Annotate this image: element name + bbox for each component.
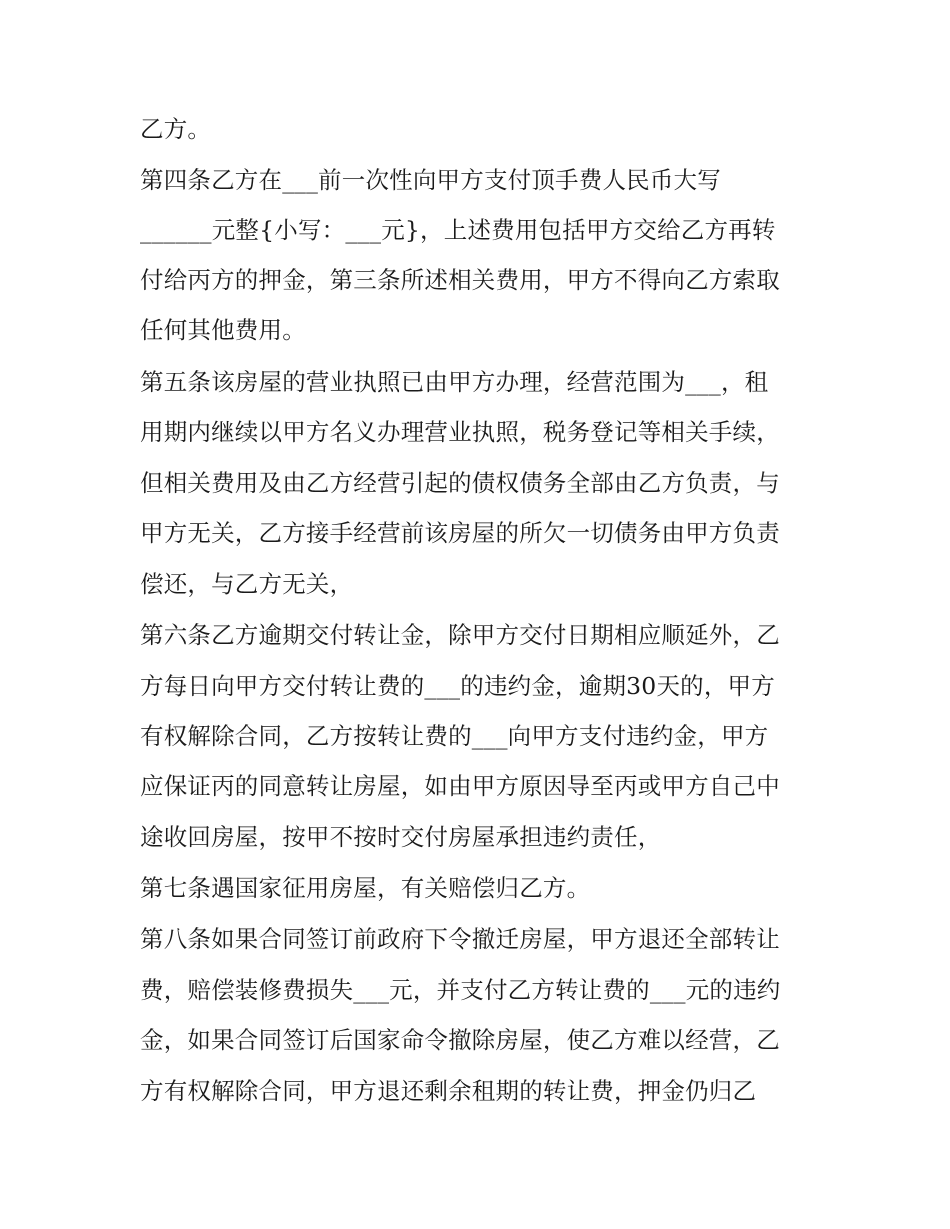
text-line: 方每日向甲方交付转让费的___的违约金，逾期30天的，甲方 [140, 672, 775, 700]
text-line: 金，如果合同签订后国家命令撤除房屋，使乙方难以经营，乙 [140, 1026, 780, 1054]
text-line: 第七条遇国家征用房屋，有关赔偿归乙方。 [140, 874, 591, 902]
text-line: 用期内继续以甲方名义办理营业执照，税务登记等相关手续， [140, 418, 780, 446]
text-line: 第四条乙方在___前一次性向甲方支付顶手费人民币大写 [140, 166, 721, 194]
text-line: 方有权解除合同，甲方退还剩余租期的转让费，押金仍归乙 [140, 1077, 757, 1105]
text-line: 付给丙方的押金，第三条所述相关费用，甲方不得向乙方索取 [140, 266, 780, 294]
text-line: 第五条该房屋的营业执照已由甲方办理，经营范围为___，租 [140, 368, 769, 396]
text-line: 应保证丙的同意转让房屋，如由甲方原因导至丙或甲方自己中 [140, 772, 780, 800]
text-line: 乙方。 [140, 115, 212, 143]
text-line: 但相关费用及由乙方经营引起的债权债务全部由乙方负责，与 [140, 469, 780, 497]
text-line: 费，赔偿装修费损失___元，并支付乙方转让费的___元的违约 [140, 976, 781, 1004]
text-line: 偿还，与乙方无关， [140, 570, 354, 598]
text-line: 甲方无关，乙方接手经营前该房屋的所欠一切债务由甲方负责 [140, 519, 780, 547]
text-line: 任何其他费用。 [140, 316, 306, 344]
text-line: 第六条乙方逾期交付转让金，除甲方交付日期相应顺延外，乙 [140, 621, 780, 649]
text-line: 有权解除合同，乙方按转让费的___向甲方支付违约金，甲方 [140, 722, 769, 750]
text-line: ______元整{小写：___元}，上述费用包括甲方交给乙方再转 [140, 216, 776, 244]
text-line: 第八条如果合同签订前政府下令撤迁房屋，甲方退还全部转让 [140, 925, 780, 953]
text-line: 途收回房屋，按甲不按时交付房屋承担违约责任， [140, 823, 662, 851]
